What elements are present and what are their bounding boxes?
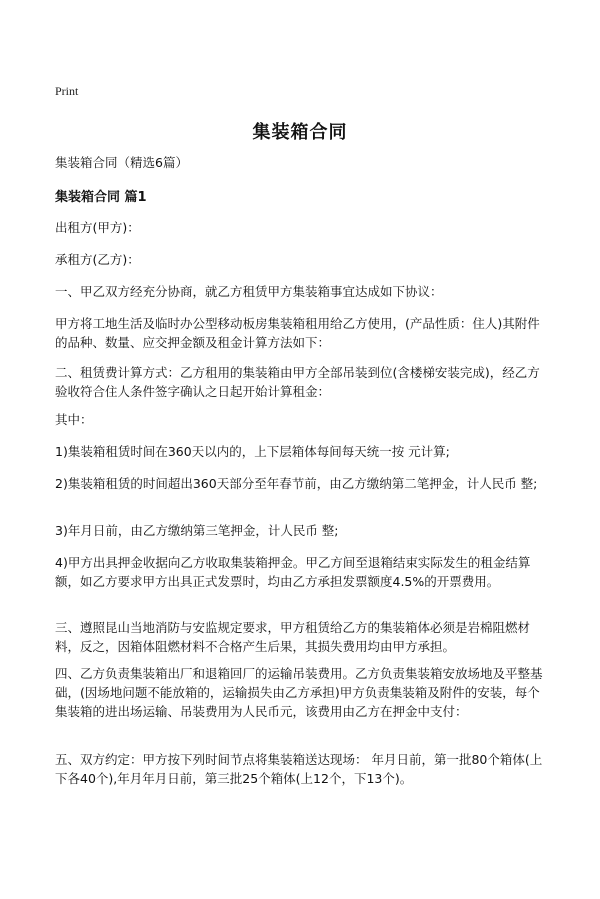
paragraph-item-4: 4)甲方出具押金收据向乙方收取集装箱押金。甲乙方间至退箱结束实际发生的租金结算额，如乙方要求甲方出具正式发票时，均由乙方承担发票额度4.5%的开票费用。 (55, 555, 531, 589)
paragraph-clause-1-detail: 甲方将工地生活及临时办公型移动板房集装箱租用给乙方使用，(产品性质：住人)其附件的品种、数量、应交押金额及租金计算方法如下： (55, 316, 540, 350)
paragraph-clause-3: 三、遵照昆山当地消防与安监规定要求，甲方租赁给乙方的集装箱体必须是岩棉阻燃材料，反之，因箱体阻燃材料不合格产生后果，其损失费用均由甲方承担。 (55, 620, 531, 654)
paragraph-lessor: 出租方(甲方)： (55, 220, 140, 235)
paragraph-clause-4: 四、乙方负责集装箱出厂和退箱回厂的运输吊装费用。乙方负责集装箱安放场地及平整基础，(因场地问题不能放箱的，运输损失由乙方承担)甲方负责集装箱及附件的安装，每个集装箱的进出场运输、吊装费用为人民币元，该费用由乙方在押金中支付： (55, 666, 543, 719)
paragraph-item-1: 1)集装箱租赁时间在360天以内的，上下层箱体每间每天统一按 元计算; (55, 444, 450, 459)
document-subtitle: 集装箱合同（精选6篇） (55, 155, 188, 170)
paragraph-lessee: 承租方(乙方)： (55, 252, 140, 267)
paragraph-clause-2: 二、租赁费计算方式：乙方租用的集装箱由甲方全部吊装到位(含楼梯安装完成)，经乙方验收符合住人条件签字确认之日起开始计算租金： (55, 365, 540, 399)
paragraph-item-2: 2)集装箱租赁的时间超出360天部分至年春节前，由乙方缴纳第二笔押金，计人民币 整; (55, 476, 538, 491)
paragraph-among: 其中： (55, 412, 93, 427)
paragraph-clause-5: 五、双方约定：甲方按下列时间节点将集装箱送达现场： 年月日前，第一批80个箱体(上下各40个),年月年月日前，第三批25个箱体(上12个，下13个)。 (55, 752, 543, 786)
document-title: 集装箱合同 (252, 122, 348, 143)
paragraph-item-3: 3)年月日前，由乙方缴纳第三笔押金，计人民币 整; (55, 523, 339, 538)
section-title: 集装箱合同 篇1 (55, 190, 147, 205)
print-label: Print (55, 84, 79, 98)
paragraph-clause-1: 一、甲乙双方经充分协商，就乙方租赁甲方集装箱事宜达成如下协议： (55, 284, 443, 299)
